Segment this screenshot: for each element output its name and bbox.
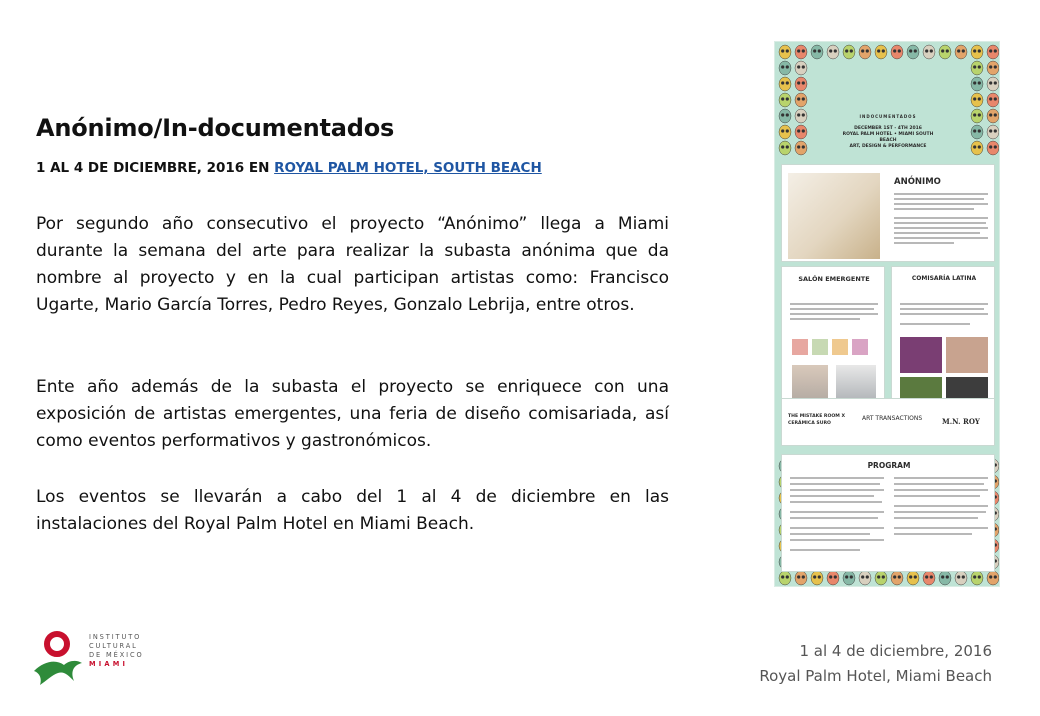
logo-red-ring-icon xyxy=(47,634,67,654)
skull-icon xyxy=(875,571,887,585)
skull-icon xyxy=(955,45,967,59)
skull-icon xyxy=(923,45,935,59)
skull-icon xyxy=(907,571,919,585)
skull-icon xyxy=(987,109,999,123)
skull-icon xyxy=(811,571,823,585)
event-poster-image xyxy=(774,41,1000,587)
event-subtitle xyxy=(36,160,542,176)
poster-tagline: ART, DESIGN & PERFORMANCE xyxy=(849,144,927,149)
skull-icon xyxy=(779,45,791,59)
footer-venue: Royal Palm Hotel, Miami Beach xyxy=(759,667,992,685)
skull-icon xyxy=(779,77,791,91)
logo-green-leaf-icon xyxy=(34,661,82,685)
skull-icon xyxy=(939,571,951,585)
paragraph-location: Los eventos se llevarán a cabo del 1 al 4 de diciembre en las instalaciones del Royal Palm Hotel en Miami Beach. xyxy=(36,487,669,534)
skull-icon xyxy=(779,125,791,139)
skull-icon xyxy=(987,45,999,59)
poster-program-title: PROGRAM xyxy=(867,461,911,470)
skull-icon xyxy=(971,77,983,91)
skull-icon xyxy=(859,45,871,59)
skull-icon xyxy=(827,45,839,59)
page-title: Anónimo/In-documentados xyxy=(36,114,395,142)
poster-venue: ROYAL PALM HOTEL • MIAMI SOUTH BEACH xyxy=(842,132,934,143)
poster-salon-title: SALÓN EMERGENTE xyxy=(798,275,870,283)
skull-icon xyxy=(795,45,807,59)
skull-icon xyxy=(843,571,855,585)
poster-brand: INDOCUMENTADOS xyxy=(859,114,917,119)
poster-mistake-room: THE MISTAKE ROOM X CERÁMICA SURO xyxy=(788,414,845,426)
skull-icon xyxy=(779,141,791,155)
poster-popup: M.N. ROY xyxy=(942,417,980,426)
event-dates: 1 AL 4 DE DICIEMBRE, 2016 EN xyxy=(36,160,275,176)
skull-icon xyxy=(779,571,791,585)
skull-icon xyxy=(795,61,807,75)
skull-icon xyxy=(859,571,871,585)
poster-partners-row xyxy=(781,398,995,446)
skull-icon xyxy=(843,45,855,59)
skull-icon xyxy=(827,571,839,585)
skull-icon xyxy=(795,109,807,123)
skull-icon xyxy=(987,571,999,585)
skull-icon xyxy=(891,571,903,585)
skull-icon xyxy=(779,93,791,107)
skull-icon xyxy=(795,571,807,585)
skull-icon xyxy=(907,45,919,59)
footer xyxy=(759,639,992,689)
instituto-cultural-logo xyxy=(30,631,86,689)
poster-header xyxy=(835,114,941,150)
artwork-thumbnail xyxy=(788,173,880,259)
skull-icon xyxy=(891,45,903,59)
skull-icon xyxy=(971,571,983,585)
skull-icon xyxy=(987,125,999,139)
skull-icon xyxy=(987,77,999,91)
skull-icon xyxy=(987,93,999,107)
skull-icon xyxy=(971,61,983,75)
skull-icon xyxy=(987,141,999,155)
skull-icon xyxy=(971,125,983,139)
skull-icon xyxy=(939,45,951,59)
skull-icon xyxy=(795,125,807,139)
skull-icon xyxy=(971,109,983,123)
skull-icon xyxy=(971,93,983,107)
skull-icon xyxy=(971,141,983,155)
logo-line-2: CULTURAL xyxy=(89,642,138,650)
skull-icon xyxy=(779,61,791,75)
paragraph-intro: Por segundo año consecutivo el proyecto “Anónimo” llega a Miami durante la semana del arte para realizar la subasta anónima que da nombre al proyecto y en la cual participan artistas como: Francisco Ugarte, Mario García Torres, Pedro Reyes, Gonzalo Lebrija, entre otros. xyxy=(36,214,669,315)
skull-icon xyxy=(987,61,999,75)
skull-icon xyxy=(955,571,967,585)
skull-icon xyxy=(811,45,823,59)
logo-line-1: INSTITUTO xyxy=(89,633,142,641)
logo-text xyxy=(89,633,144,669)
poster-art-transactions: ART TRANSACTIONS xyxy=(862,415,923,422)
poster-program-card xyxy=(781,454,995,572)
skull-icon xyxy=(779,109,791,123)
skull-icon xyxy=(971,45,983,59)
logo-line-3: DE MÉXICO xyxy=(89,651,144,659)
poster-anonimo-card xyxy=(781,164,995,262)
venue-link[interactable]: ROYAL PALM HOTEL, SOUTH BEACH xyxy=(274,160,542,176)
poster-comisaria-title: COMISARÍA LATINA xyxy=(911,275,977,282)
skull-icon xyxy=(795,77,807,91)
skull-icon xyxy=(795,93,807,107)
logo-city: MIAMI xyxy=(89,660,129,668)
paragraph-program: Ente año además de la subasta el proyecto se enriquece con una exposición de artistas emergentes, una feria de diseño comisariada, así como eventos performativos y gastronómicos. xyxy=(36,377,669,451)
poster-dates: DECEMBER 1ST - 4TH 2016 xyxy=(854,126,922,131)
skull-icon xyxy=(875,45,887,59)
skull-icon xyxy=(795,141,807,155)
skull-icon xyxy=(923,571,935,585)
footer-date: 1 al 4 de diciembre, 2016 xyxy=(799,642,992,660)
poster-anonimo-title: ANÓNIMO xyxy=(894,177,941,187)
